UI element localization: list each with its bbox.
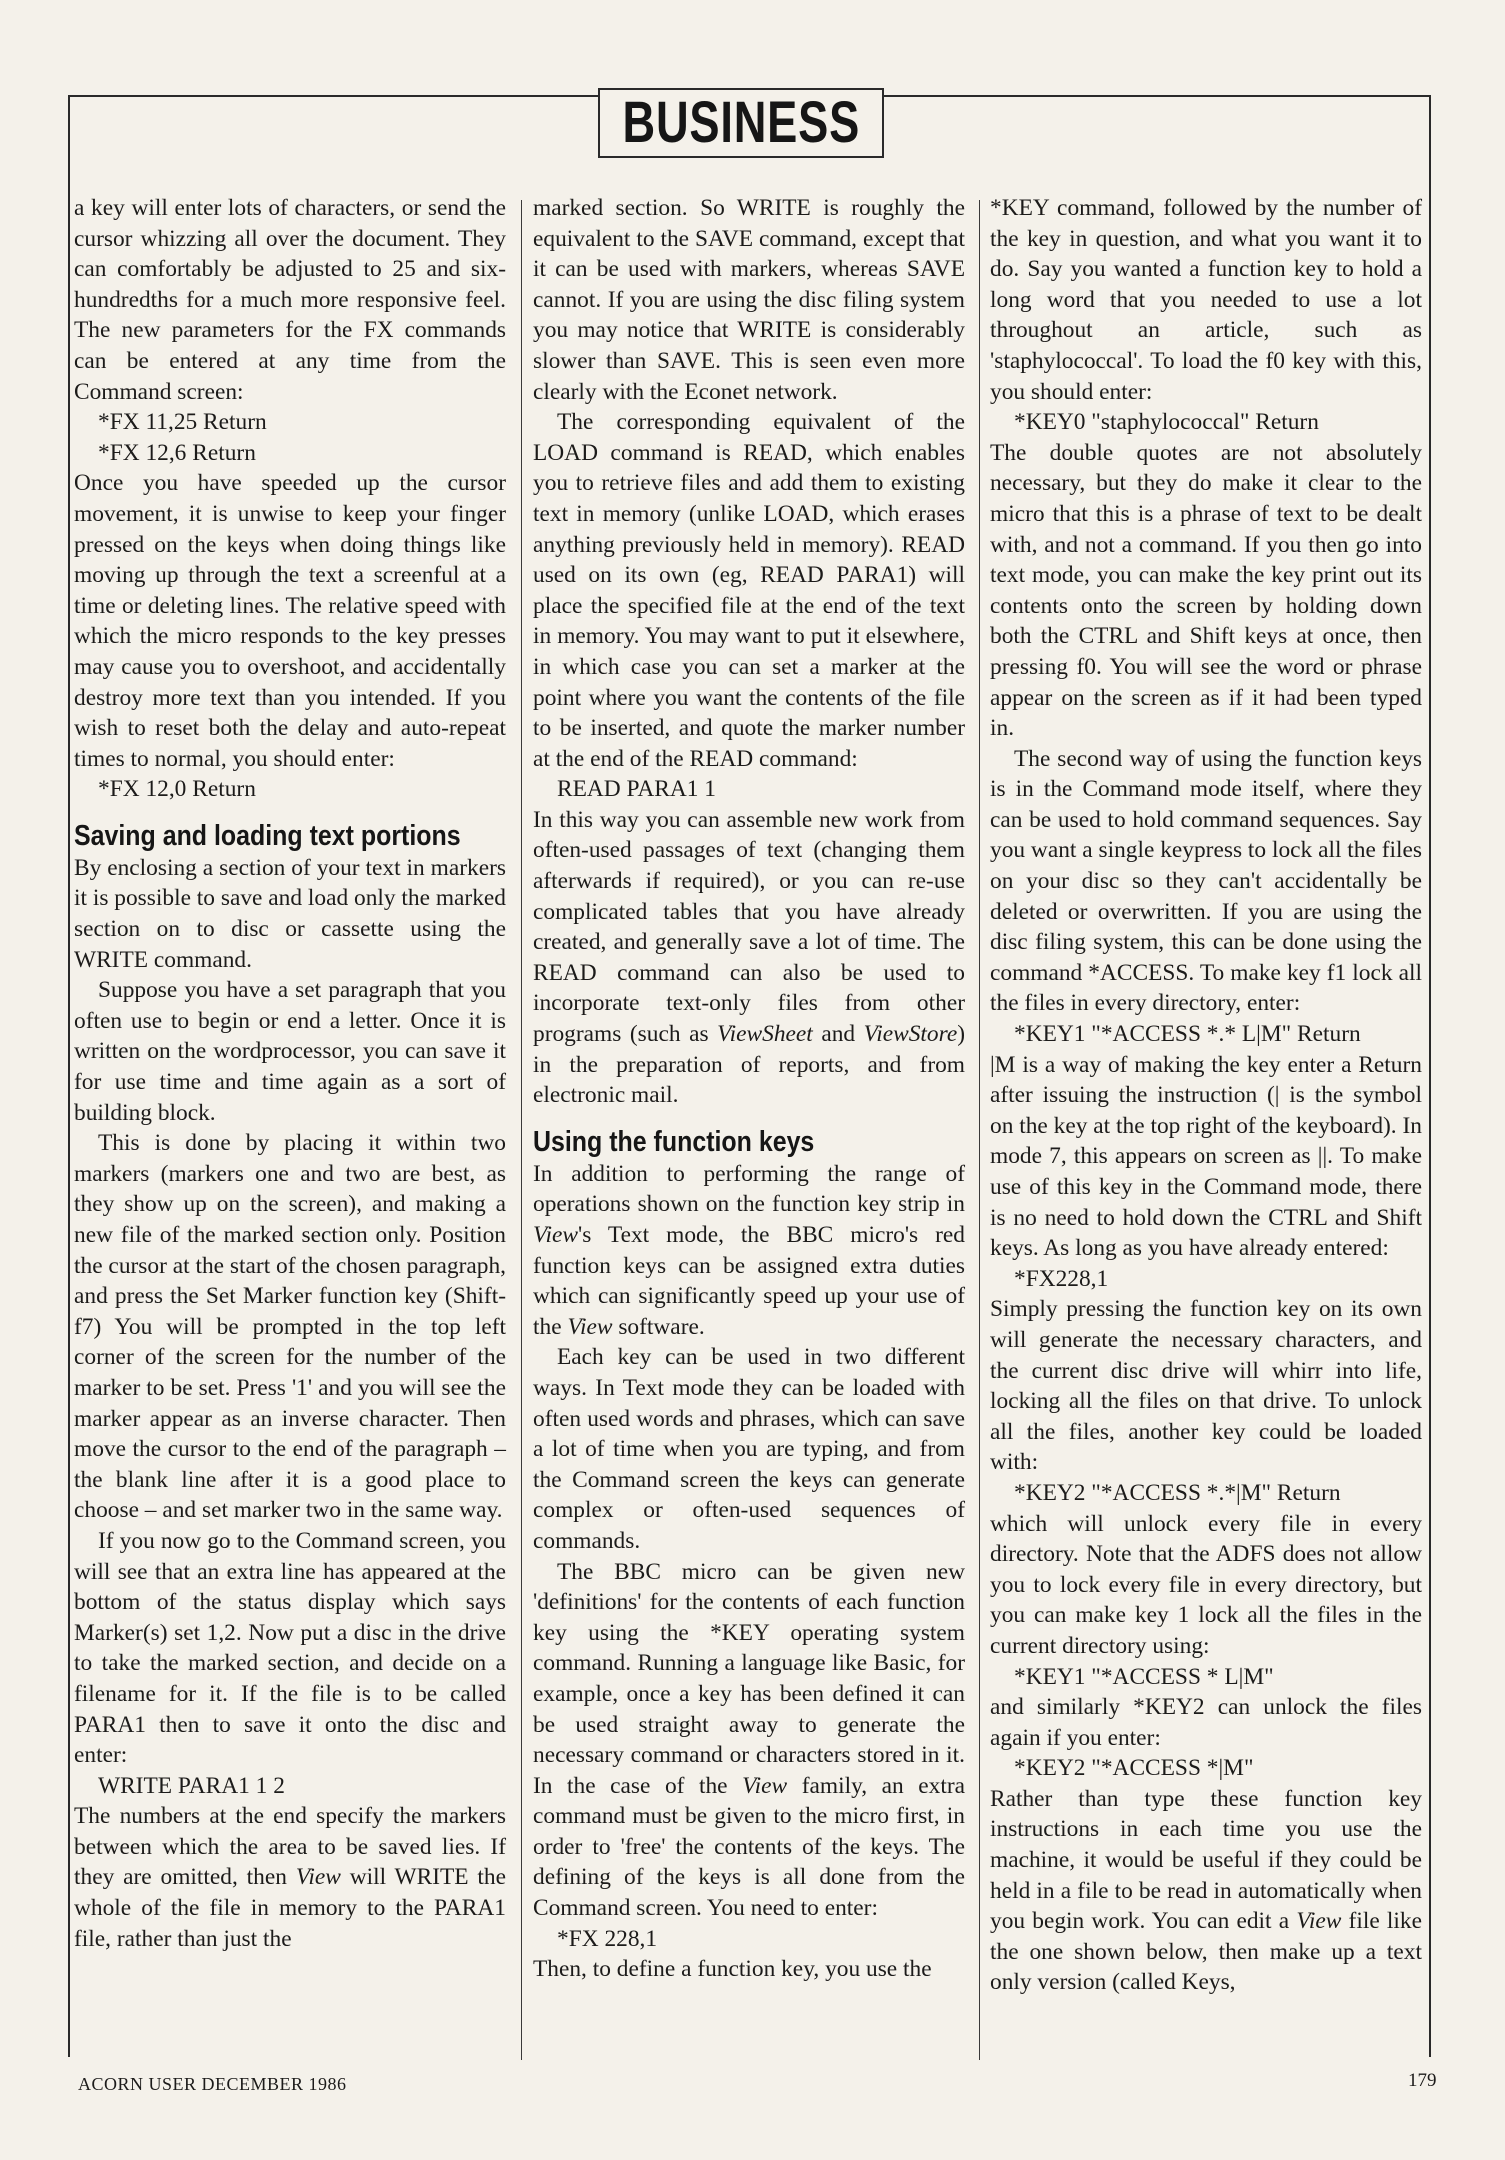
- software-name: View: [533, 1222, 579, 1248]
- paragraph: The numbers at the end specify the markers between which the area to be saved lies. If they are omitted, then View will WRITE the whole of the file in memory to the PARA1 file, rather than just the: [74, 1803, 506, 1952]
- article-column-1: [74, 193, 506, 1954]
- command-line: *KEY1 "*ACCESS * L|M": [1014, 1663, 1274, 1690]
- command-line: *KEY2 "*ACCESS *|M": [1014, 1755, 1254, 1782]
- software-name: ViewStore: [863, 1021, 958, 1048]
- article-column-2: [533, 193, 965, 1985]
- paragraph: The BBC micro can be given new 'definitions' for the contents of each function key using the *KEY operating system command. Running a language like Basic, for example, once a key has been defined it can be used straight away to generate the necessary command or characters stored in it. In the case of the View family, an extra command must be given to the micro first, in order to 'free' the contents of the keys. The defining of the keys is all done from the Command screen. You need to enter:: [533, 1558, 966, 1922]
- paragraph: which will unlock every file in every directory. Note that the ADFS does not allow you to lock every file in every directory, but you can make key 1 lock all the files in the current directory using:: [990, 1510, 1422, 1659]
- paragraph: By enclosing a section of your text in markers it is possible to save and load only the marked section on to disc or cassette using the WRITE command.: [74, 854, 506, 973]
- command-line: *FX 11,25 Return: [98, 409, 267, 436]
- paragraph: In this way you can assemble new work from often-used passages of text (changing them afterwards if required), or you can re-use complicated tables that you have already created, and generally save a lot of time. The READ command can also be used to incorporate text-only files from other programs (such as ViewSheet and ViewStore) in the preparation of reports, and from electronic mail.: [533, 806, 965, 1109]
- software-name: View: [742, 1772, 788, 1799]
- paragraph: |M is a way of making the key enter a Return after issuing the instruction (| is the symbol on the key at the top right of the keyboard). In mode 7, this appears on screen as ||. To make use of this key in the Command mode, there is no need to hold down the CTRL and Shift keys. As long as you have already entered:: [990, 1051, 1422, 1262]
- command-line: *KEY0 "staphylococcal" Return: [1014, 409, 1319, 436]
- paragraph: Suppose you have a set paragraph that you often use to begin or end a letter. Once it is written on the wordprocessor, you can save it for use time and time again as a sort of building block.: [74, 977, 506, 1126]
- paragraph: The corresponding equivalent of the LOAD command is READ, which enables you to retrieve files and add them to existing text in memory (unlike LOAD, which erases anything previously held in memory). READ used on its own (eg, READ PARA1) will place the specified file at the end of the text in memory. You may want to put it elsewhere, in which case you can set a marker at the point where you want the contents of the file to be inserted, and quote the marker number at the end of the READ command:: [533, 409, 965, 772]
- section-banner: [598, 88, 884, 158]
- software-name: View: [1296, 1908, 1342, 1935]
- column-divider: [979, 200, 980, 2060]
- paragraph: If you now go to the Command screen, you will see that an extra line has appeared at the bottom of the status display which says Marker(s) set 1,2. Now put a disc in the drive to take the marked section, and decide on a filename for it. If the file is to be called PARA1 then to save it onto the disc and enter:: [74, 1527, 506, 1769]
- subheading: Using the function keys: [533, 1125, 815, 1158]
- footer-magazine-issue: ACORN USER DECEMBER 1986: [78, 2074, 347, 2094]
- software-name: ViewSheet: [717, 1021, 813, 1048]
- column-divider: [521, 200, 522, 2060]
- section-title: BUSINESS: [622, 90, 860, 155]
- software-name: View: [295, 1864, 341, 1891]
- command-line: *KEY1 "*ACCESS *.* L|M" Return: [1014, 1021, 1361, 1048]
- command-line: READ PARA1 1: [557, 776, 717, 803]
- paragraph: The second way of using the function keys is in the Command mode itself, where they can be used to hold command sequences. Say you want a single keypress to lock all the files on your disc so they can't accidentally be deleted or overwritten. If you are using the disc filing system, this can be done using the command *ACCESS. To make key f1 lock all the files in every directory, enter:: [990, 745, 1422, 1017]
- software-name: View: [567, 1313, 613, 1340]
- article-column-3: [990, 193, 1422, 1998]
- command-line: *FX 228,1: [557, 1925, 658, 1952]
- command-line: WRITE PARA1 1 2: [98, 1772, 285, 1799]
- page-frame-left: [68, 95, 70, 2057]
- command-line: *FX228,1: [1014, 1265, 1109, 1292]
- paragraph: Simply pressing the function key on its own will generate the necessary characters, and the current disc drive will whirr into life, locking all the files on that drive. To unlock all the files, another key could be loaded with:: [990, 1296, 1422, 1476]
- paragraph: *KEY command, followed by the number of the key in question, and what you want it to do. Say you wanted a function key to hold a long word that you needed to use a lot throughout an article, such as 'staphylococcal'. To load the f0 key with this, you should enter:: [990, 195, 1422, 405]
- paragraph: This is done by placing it within two markers (markers one and two are best, as they show up on the screen), and making a new file of the marked section only. Position the cursor at the start of the chosen paragraph, and press the Set Marker function key (Shift-f7) You will be prompted in the top left corner of the screen for the number of the marker to be set. Press '1' and you will see the marker appear as an inverse character. Then move the cursor to the end of the paragraph – the blank line after it is a good place to choose – and set marker two in the same way.: [74, 1130, 506, 1524]
- page-number: 179: [1408, 2070, 1437, 2091]
- paragraph: The double quotes are not absolutely necessary, but they do make it clear to the micro that this is a phrase of text to be dealt with, and not a command. If you then go into text mode, you can make the key print out its contents onto the screen by holding down both the CTRL and Shift keys at once, then pressing f0. You will see the word or phrase appear on the screen as if it had been typed in.: [990, 439, 1422, 742]
- command-line: *FX 12,0 Return: [98, 776, 256, 803]
- paragraph: Then, to define a function key, you use the: [533, 1956, 932, 1983]
- paragraph: Once you have speeded up the cursor movement, it is unwise to keep your finger pressed on the keys when doing things like moving up through the text a screenful at a time or deleting lines. The relative speed with which the micro responds to the key presses may cause you to overshoot, and accidentally destroy more text than you intended. If you wish to reset both the delay and auto-repeat times to normal, you should enter:: [74, 470, 506, 772]
- command-line: *KEY2 "*ACCESS *.*|M" Return: [1014, 1479, 1341, 1506]
- paragraph: Each key can be used in two different ways. In Text mode they can be loaded with often used words and phrases, which can save a lot of time when you are typing, and from the Command screen the keys can generate complex or often-used sequences of commands.: [533, 1344, 965, 1554]
- subheading: Saving and loading text portions: [74, 819, 461, 852]
- paragraph: Rather than type these function key instructions in each time you use the machine, it would be useful if they could be held in a file to be read in automatically when you begin work. You can edit a View file like the one shown below, then make up a text only version (called Keys,: [990, 1785, 1422, 1996]
- paragraph: marked section. So WRITE is roughly the equivalent to the SAVE command, except that it can be used with markers, whereas SAVE cannot. If you are using the disc filing system you may notice that WRITE is considerably slower than SAVE. This is seen even more clearly with the Econet network.: [533, 195, 965, 405]
- page-frame-right: [1429, 95, 1431, 2057]
- paragraph: In addition to performing the range of operations shown on the function key strip in View's Text mode, the BBC micro's red function keys can be assigned extra duties which can significantly speed up your use of the View software.: [533, 1160, 965, 1340]
- paragraph: and similarly *KEY2 can unlock the files again if you enter:: [990, 1694, 1422, 1751]
- paragraph: a key will enter lots of characters, or send the cursor whizzing all over the document. They can comfortably be adjusted to 25 and six-hundredths for a much more responsive feel. The new parameters for the FX commands can be entered at any time from the Command screen:: [74, 195, 506, 405]
- command-line: *FX 12,6 Return: [98, 439, 256, 466]
